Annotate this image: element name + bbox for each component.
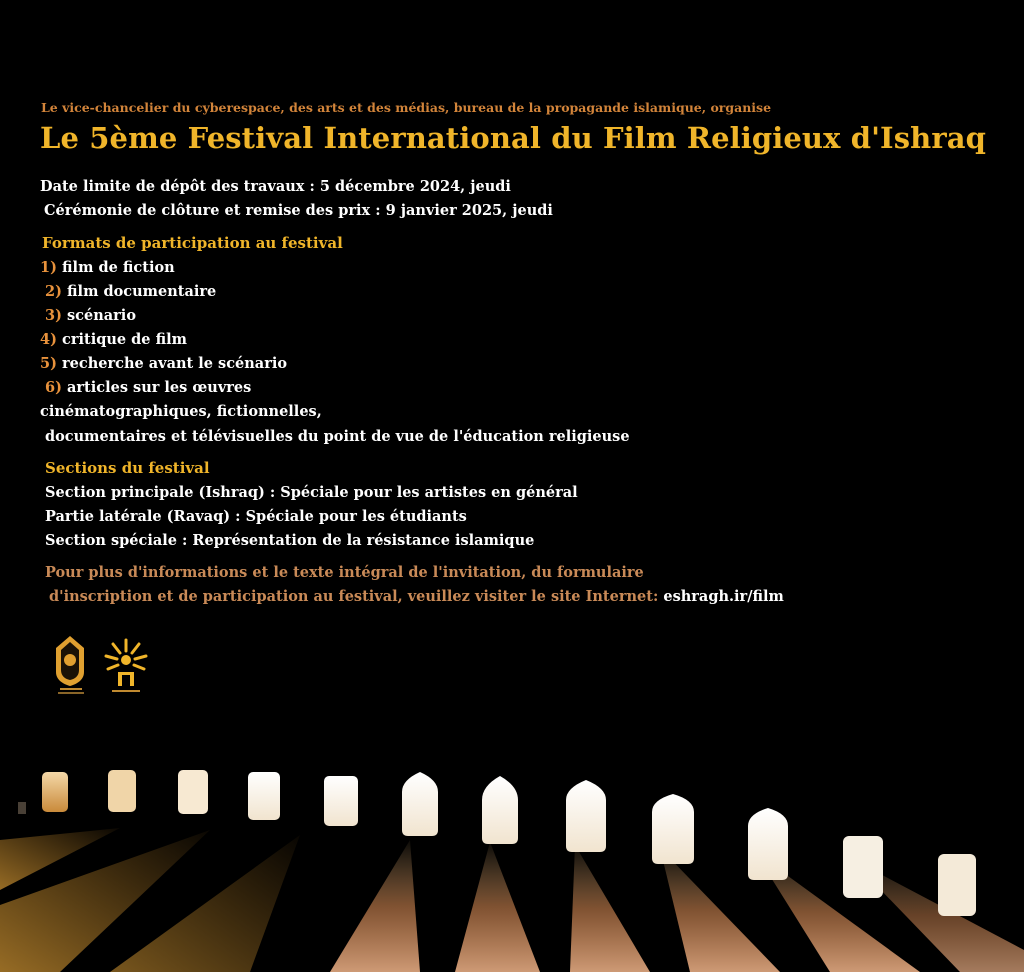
format-label: film de fiction bbox=[62, 259, 175, 276]
format-number: 6) bbox=[45, 379, 62, 396]
format-number: 1) bbox=[40, 259, 57, 276]
window-12 bbox=[938, 854, 976, 916]
logos-svg bbox=[48, 630, 158, 700]
window-10 bbox=[748, 808, 788, 880]
festival-sun-logo-icon bbox=[106, 640, 146, 692]
emblem-logo-icon bbox=[56, 636, 84, 694]
info-line-2 bbox=[49, 588, 784, 605]
tiny-mark bbox=[18, 802, 26, 814]
window-7 bbox=[482, 776, 518, 844]
format-item-6 bbox=[45, 379, 251, 396]
festival-title: Le 5ème Festival International du Film Religieux d'Ishraq bbox=[40, 121, 986, 155]
info-line-1: Pour plus d'informations et le texte intégral de l'invitation, du formulaire bbox=[45, 564, 644, 581]
section-item-1: Section principale (Ishraq) : Spéciale pour les artistes en général bbox=[45, 484, 578, 501]
sections-heading: Sections du festival bbox=[45, 459, 210, 477]
window-5 bbox=[324, 776, 358, 826]
format-item-2 bbox=[45, 283, 216, 300]
format-continuation-1: cinématographiques, fictionnelles, bbox=[40, 403, 322, 420]
window-11 bbox=[843, 836, 883, 898]
window-6 bbox=[402, 772, 438, 836]
windows-scene bbox=[0, 730, 1024, 972]
format-number: 2) bbox=[45, 283, 62, 300]
info-text: d'inscription et de participation au festival, veuillez visiter le site Internet: bbox=[49, 588, 659, 605]
format-label: recherche avant le scénario bbox=[62, 355, 288, 372]
format-number: 3) bbox=[45, 307, 62, 324]
format-label: critique de film bbox=[62, 331, 187, 348]
format-item-1 bbox=[40, 259, 175, 276]
windows-illustration bbox=[0, 730, 1024, 972]
window-4 bbox=[248, 772, 280, 820]
ceremony-date: Cérémonie de clôture et remise des prix : 9 janvier 2025, jeudi bbox=[44, 202, 553, 219]
format-number: 4) bbox=[40, 331, 57, 348]
format-item-5 bbox=[40, 355, 287, 372]
window-3 bbox=[178, 770, 208, 814]
format-number: 5) bbox=[40, 355, 57, 372]
window-1 bbox=[42, 772, 68, 812]
format-label: articles sur les œuvres bbox=[67, 379, 252, 396]
format-continuation-2: documentaires et télévisuelles du point de vue de l'éducation religieuse bbox=[45, 428, 630, 445]
organizer-line: Le vice-chancelier du cyberespace, des arts et des médias, bureau de la propagande islamique, organise bbox=[41, 100, 772, 115]
logos bbox=[48, 630, 158, 704]
format-label: scénario bbox=[67, 307, 136, 324]
format-label: film documentaire bbox=[67, 283, 217, 300]
formats-heading: Formats de participation au festival bbox=[42, 234, 343, 252]
window-8 bbox=[566, 780, 606, 852]
format-item-4 bbox=[40, 331, 187, 348]
website-link[interactable]: eshragh.ir/film bbox=[663, 588, 784, 605]
section-item-2: Partie latérale (Ravaq) : Spéciale pour les étudiants bbox=[45, 508, 467, 525]
format-item-3 bbox=[45, 307, 136, 324]
window-2 bbox=[108, 770, 136, 812]
section-item-3: Section spéciale : Représentation de la résistance islamique bbox=[45, 532, 535, 549]
window-9 bbox=[652, 794, 694, 864]
deadline-date: Date limite de dépôt des travaux : 5 décembre 2024, jeudi bbox=[40, 178, 511, 195]
